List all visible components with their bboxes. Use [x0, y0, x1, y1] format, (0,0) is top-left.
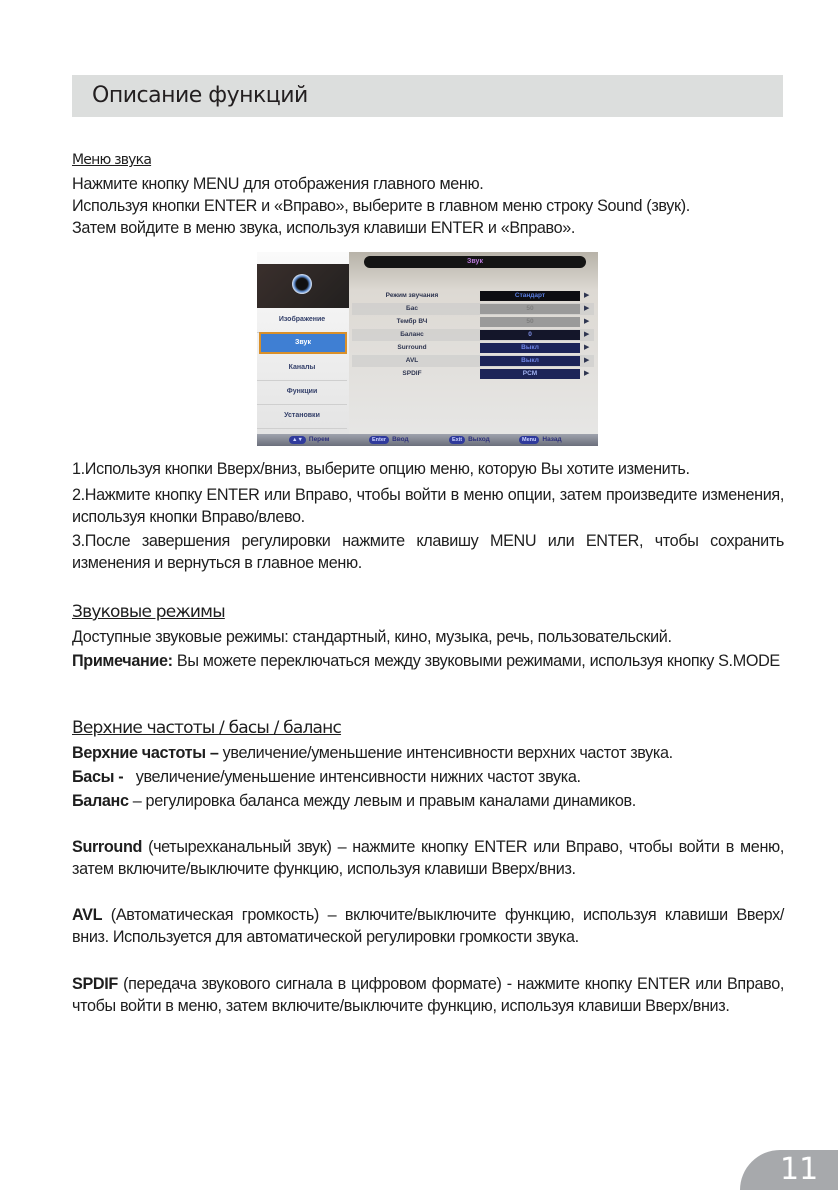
- tv-row-surround: Surround Выкл ▶: [397, 344, 590, 351]
- spdif-desc: SPDIF (передача звукового сигнала в цифровом формате) - нажмите кнопку ENTER или Вправо, чтобы войти в меню, затем включите/выключите функцию, используя клавиши Вверх/вниз.: [72, 975, 784, 1015]
- speaker-icon: [292, 274, 312, 294]
- tv-nav-functions: Функции: [257, 380, 347, 405]
- treble-desc: Верхние частоты – увеличение/уменьшение интенсивности верхних частот звука.: [72, 744, 673, 762]
- arrow-right-icon: ▶: [584, 344, 590, 351]
- treble-bass-balance-heading: Верхние частоты / басы / баланс: [72, 718, 342, 738]
- tv-sound-menu-screenshot: [257, 252, 598, 446]
- sound-modes-note: Примечание: Вы можете переключаться между звуковыми режимами, используя кнопку S.MODE: [72, 652, 780, 670]
- page-number: 11: [780, 1152, 819, 1187]
- balance-desc: Баланс – регулировка баланса между левым и правым каналами динамиков.: [72, 792, 636, 810]
- tv-row-sound-mode: Режим звучания Стандарт ▶: [385, 292, 590, 299]
- surround-desc: Surround (четырехканальный звук) – нажмите кнопку ENTER или Вправо, чтобы войти в меню, затем включите/выключите функцию, используя клавиши Вверх/вниз.: [72, 838, 784, 878]
- tv-hint-exit: Exit Выход: [449, 436, 490, 444]
- avl-desc: AVL (Автоматическая громкость) – включите/выключите функцию, используя клавиши Вверх/вниз. Используется для автоматической регулировки громкости звука.: [72, 906, 784, 946]
- section-header-bar: [72, 75, 783, 117]
- tv-row-spdif: SPDIF PCM ▶: [402, 370, 590, 377]
- sound-menu-line-2: Используя кнопки ENTER и «Вправо», выберите в главном меню строку Sound (звук).: [72, 197, 690, 215]
- tv-logo: [257, 264, 349, 308]
- arrow-right-icon: ▶: [584, 318, 590, 325]
- bass-desc: Басы - увеличение/уменьшение интенсивности нижних частот звука.: [72, 768, 581, 786]
- sound-menu-heading: Меню звука: [72, 152, 152, 168]
- tv-nav-picture: Изображение: [257, 308, 347, 333]
- sound-modes-heading: Звуковые режимы: [72, 602, 225, 622]
- arrow-right-icon: ▶: [584, 370, 590, 377]
- sound-menu-line-1: Нажмите кнопку MENU для отображения главного меню.: [72, 175, 484, 193]
- tv-nav-channels: Каналы: [257, 356, 347, 381]
- tv-nav-sound: Звук: [259, 332, 347, 354]
- sound-modes-text: Доступные звуковые режимы: стандартный, кино, музыка, речь, пользовательский.: [72, 628, 672, 646]
- sound-menu-line-3: Затем войдите в меню звука, используя клавиши ENTER и «Вправо».: [72, 219, 576, 237]
- tv-menu-title: Звук: [364, 256, 586, 268]
- step-3: 3.После завершения регулировки нажмите клавишу MENU или ENTER, чтобы сохранить изменения и вернуться в главное меню.: [72, 532, 784, 572]
- tv-sidebar: [257, 252, 349, 434]
- arrow-right-icon: ▶: [584, 331, 590, 338]
- arrow-right-icon: ▶: [584, 292, 590, 299]
- tv-nav-settings: Установки: [257, 404, 347, 429]
- arrow-right-icon: ▶: [584, 357, 590, 364]
- page-title: Описание функций: [92, 83, 308, 108]
- tv-row-treble: Тембр ВЧ 50 ▶: [396, 318, 590, 325]
- tv-row-avl: AVL Выкл ▶: [352, 355, 594, 367]
- note-label: Примечание:: [72, 652, 173, 670]
- tv-row-bass: Бас 50 ▶: [352, 303, 594, 315]
- tv-hint-back: Menu Назад: [519, 436, 562, 444]
- tv-hint-bar: [257, 434, 598, 446]
- tv-hint-move: ▲▼ Перем: [289, 436, 330, 444]
- step-1: 1.Используя кнопки Вверх/вниз, выберите опцию меню, которую Вы хотите изменить.: [72, 460, 690, 478]
- step-2: 2.Нажмите кнопку ENTER или Вправо, чтобы войти в меню опции, затем произведите изменения, используя кнопки Вправо/влево.: [72, 486, 784, 526]
- tv-hint-enter: Enter Ввод: [369, 436, 409, 444]
- tv-row-balance: Баланс 0 ▶: [352, 329, 594, 341]
- arrow-right-icon: ▶: [584, 305, 590, 312]
